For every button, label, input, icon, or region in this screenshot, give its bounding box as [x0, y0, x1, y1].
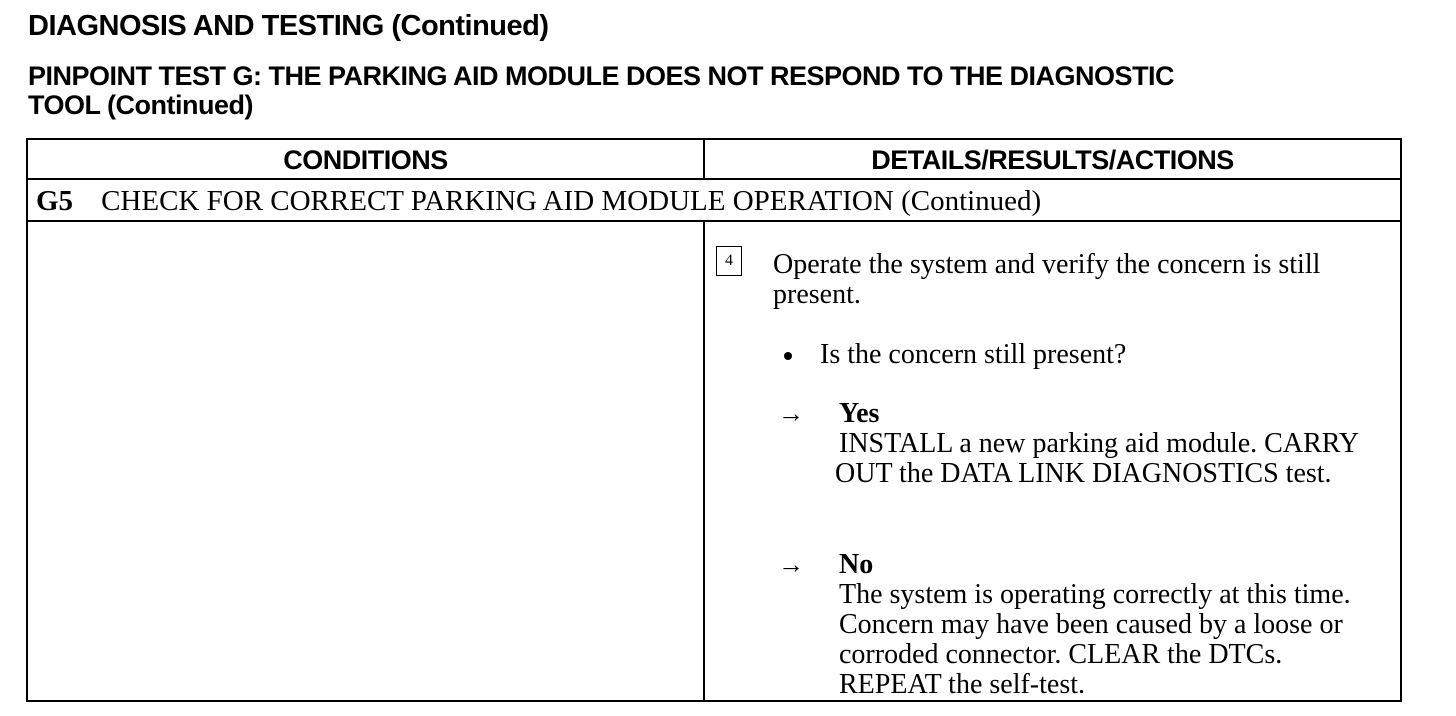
result-no-label: No — [839, 549, 874, 580]
step-title: CHECK FOR CORRECT PARKING AID MODULE OPERATION (Continued) — [101, 185, 1042, 217]
page-title: DIAGNOSIS AND TESTING (Continued) — [28, 10, 549, 42]
pinpoint-test-title-line-1: PINPOINT TEST G: THE PARKING AID MODULE DOES NOT RESPOND TO THE DIAGNOSTIC — [28, 61, 1175, 91]
step-code: G5 — [36, 185, 74, 217]
substep-instruction-line-2: present. — [773, 279, 861, 310]
result-no-line-1: The system is operating correctly at this time. — [839, 579, 1351, 610]
arrow-right-icon: → — [778, 399, 804, 428]
substep-number-box: 4 — [716, 246, 742, 276]
result-yes-line-2: OUT the DATA LINK DIAGNOSTICS test. — [835, 458, 1332, 489]
step-row — [36, 180, 1041, 220]
substep-instruction-line-1: Operate the system and verify the concern is still — [773, 249, 1321, 280]
bullet-icon — [784, 352, 792, 360]
pinpoint-test-title-line-2: TOOL (Continued) — [28, 90, 253, 120]
arrow-right-icon: → — [778, 550, 804, 579]
result-yes-label: Yes — [839, 398, 880, 429]
column-header-conditions: CONDITIONS — [283, 145, 448, 175]
result-no-line-2: Concern may have been caused by a loose or — [839, 609, 1343, 640]
result-yes-line-1: INSTALL a new parking aid module. CARRY — [839, 428, 1360, 459]
result-no-line-3: corroded connector. CLEAR the DTCs. — [839, 639, 1283, 670]
conditions-cell — [28, 222, 703, 700]
result-no-line-4: REPEAT the self-test. — [839, 669, 1086, 700]
diagnostic-table — [26, 138, 1402, 702]
column-header-details: DETAILS/RESULTS/ACTIONS — [871, 145, 1234, 175]
pinpoint-test-title — [28, 62, 1174, 120]
substep-question: Is the concern still present? — [820, 339, 1127, 370]
column-divider-body — [703, 220, 705, 700]
